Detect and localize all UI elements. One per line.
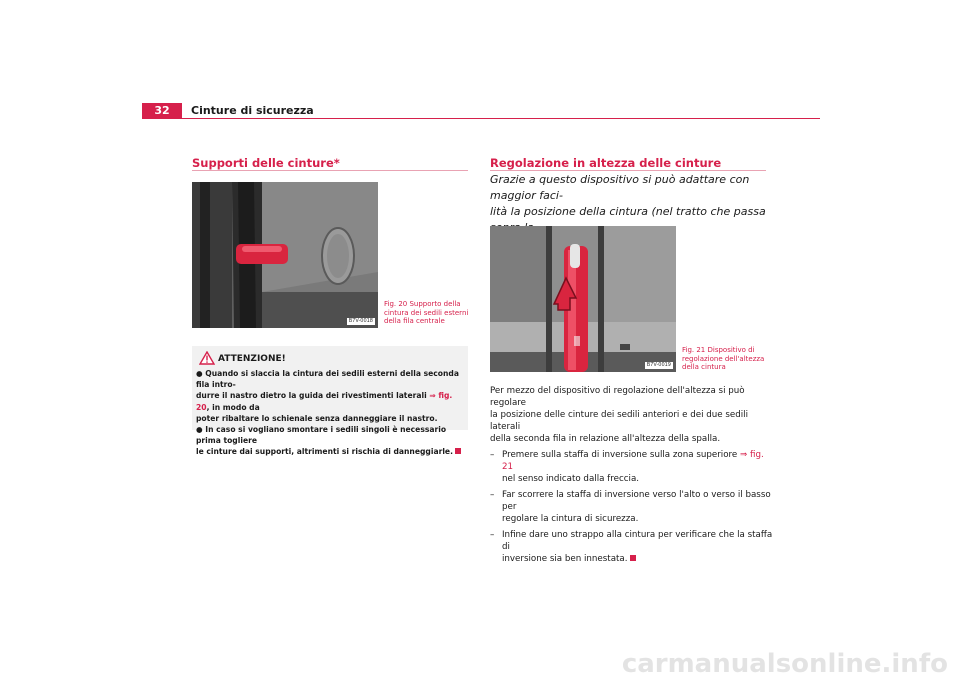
header-rule [142, 118, 820, 119]
step-text: inversione sia ben innestata. [502, 554, 628, 564]
caption-line: della cintura [682, 363, 726, 371]
warning-item-1: durre il nastro dietro la guida dei rivestimenti laterali [196, 391, 430, 401]
section-title-height-adjustment: Regolazione in altezza delle cinture [490, 156, 722, 170]
step-text: Premere sulla staffa di inversione sulla zona superiore [502, 450, 741, 460]
intro-line: Grazie a questo dispositivo si può adattare con maggior faci- [490, 173, 750, 202]
step-text: Far scorrere la staffa di inversione verso l'alto o verso il basso per [502, 490, 771, 512]
running-title: Cinture di sicurezza [191, 104, 314, 117]
caption-line: Fig. 20 Supporto della [384, 300, 461, 308]
step-3 [490, 529, 775, 565]
height-adjuster-illustration [490, 226, 676, 372]
step-text: nel senso indicato dalla freccia. [502, 474, 640, 484]
end-of-section-mark [630, 555, 636, 561]
section-rule [192, 170, 468, 171]
warning-item-2: In caso si vogliano smontare i sedili singoli è necessario prima togliere [196, 425, 447, 446]
step-dash: – [490, 490, 495, 500]
section-body [490, 385, 775, 569]
watermark: carmanualsonline.info [621, 649, 948, 679]
bullet: ● [196, 369, 203, 378]
intro-line: lità la posizione della cintura (nel tratto che passa [490, 205, 766, 218]
step-text: Infine dare uno strappo alla cintura per verificare che la staffa di [502, 530, 773, 552]
warning-title: ATTENZIONE! [218, 354, 286, 364]
figure-21-ref-link[interactable]: ⇒ fig. 21 [502, 450, 764, 472]
caption-line: della fila centrale [384, 317, 445, 325]
warning-box [192, 346, 468, 457]
step-2 [490, 489, 775, 525]
step-dash: – [490, 450, 495, 460]
caption-line: cintura dei sedili esterni [384, 308, 469, 317]
caption-line: Fig. 21 Dispositivo di [682, 346, 755, 354]
section-rule [490, 170, 766, 171]
figure-code: B7V-0018 [348, 318, 373, 324]
warning-triangle-icon [199, 351, 215, 365]
page-number: 32 [142, 103, 182, 118]
belt-support-illustration [192, 182, 378, 328]
warning-item-1: , in modo da [206, 402, 260, 412]
body-line: della seconda fila in relazione all'altezza della spalla. [490, 434, 721, 444]
body-line: Per mezzo del dispositivo di regolazione dell'altezza si può regolare [490, 386, 745, 408]
step-1 [490, 449, 775, 485]
body-line: la posizione delle cinture dei sedili anteriori e dei due sedili laterali [490, 410, 749, 432]
end-of-section-mark [455, 448, 461, 454]
figure-21-height-adjuster-photo [490, 226, 676, 372]
warning-item-1: poter ribaltare lo schienale senza danneggiare il nastro. [196, 413, 438, 423]
step-dash: – [490, 530, 495, 540]
figure-code: B7V-0019 [646, 362, 671, 368]
bullet: ● [196, 425, 203, 435]
caption-line: regolazione dell'altezza [682, 354, 765, 363]
figure-21-caption [682, 346, 772, 372]
warning-item-2: le cinture dai supporti, altrimenti si rischia di danneggiarle. [196, 447, 453, 457]
section-title-belt-supports: Supporti delle cinture* [192, 156, 340, 170]
figure-20-ref-link[interactable]: ⇒ fig. 20 [196, 391, 453, 412]
figure-20-belt-support-photo [192, 182, 378, 328]
figure-20-caption [384, 300, 474, 326]
step-text: regolare la cintura di sicurezza. [502, 514, 639, 524]
warning-item-1: Quando si slaccia la cintura dei sedili esterni della seconda fila intro- [196, 369, 459, 390]
warning-text [196, 368, 464, 458]
